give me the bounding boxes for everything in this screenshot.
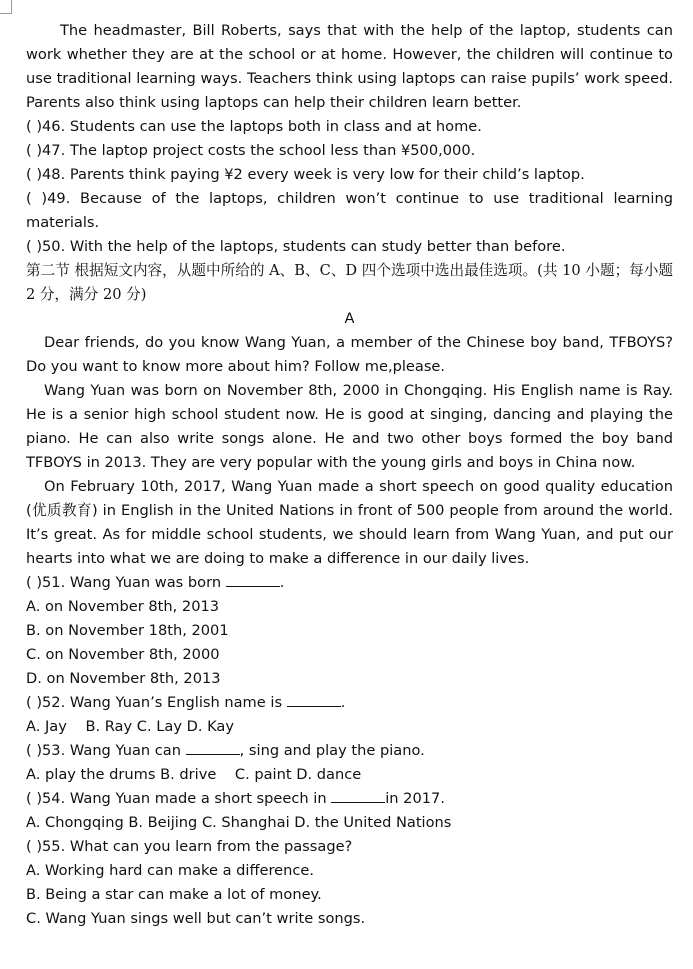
question-51-stem: ( )51. Wang Yuan was born [26,574,226,591]
tf-question-49: ( )49. Because of the laptops, children won’t continue to use traditional learning materials. [26,190,673,231]
passage-paragraph-1: Dear friends, do you know Wang Yuan, a member of the Chinese boy band, TFBOYS? Do you want to know more about him? Follow me,please. [26,334,673,375]
question-51 [26,571,673,595]
tf-question-47: ( )47. The laptop project costs the school less than ¥500,000. [26,142,476,159]
q51-option-d: D. on November 8th, 2013 [26,670,221,687]
document-page [26,19,673,931]
answer-blank [186,740,240,755]
q51-option-c: C. on November 8th, 2000 [26,646,220,663]
tf-question-46: ( )46. Students can use the laptops both in class and at home. [26,118,482,135]
answer-blank [287,692,341,707]
section-heading: 第二节 根据短文内容，从题中所给的 A、B、C、D 四个选项中选出最佳选项。(共 10 小题；每小题 2 分，满分 20 分) [26,262,673,303]
q53-options: A. play the drums B. drive C. paint D. dance [26,766,362,783]
passage-paragraph-2: Wang Yuan was born on November 8th, 2000 in Chongqing. His English name is Ray. He is a senior high school student now. He is good at singing, dancing and playing the piano. He can also write songs alone. He and two other boys formed the boy band TFBOYS in 2013. They are very popular with the young girls and boys in China now. [26,382,673,471]
q51-option-a: A. on November 8th, 2013 [26,598,220,615]
q55-option-a: A. Working hard can make a difference. [26,862,315,879]
question-54 [26,787,673,811]
question-52-stem-end: . [340,694,346,711]
answer-blank [226,572,280,587]
question-52 [26,691,673,715]
q54-options: A. Chongqing B. Beijing C. Shanghai D. the United Nations [26,814,452,831]
question-53 [26,739,673,763]
question-53-stem-end: , sing and play the piano. [239,742,425,759]
question-54-stem-end: in 2017. [385,790,445,807]
question-51-stem-end: . [279,574,285,591]
q55-option-b: B. Being a star can make a lot of money. [26,886,322,903]
q55-option-c: C. Wang Yuan sings well but can’t write songs. [26,910,366,927]
answer-blank [331,788,385,803]
question-52-stem: ( )52. Wang Yuan’s English name is [26,694,287,711]
q52-options: A. Jay B. Ray C. Lay D. Kay [26,718,234,735]
question-55: ( )55. What can you learn from the passage? [26,838,353,855]
tf-question-48: ( )48. Parents think paying ¥2 every week is very low for their child’s laptop. [26,166,585,183]
tf-question-50: ( )50. With the help of the laptops, students can study better than before. [26,238,566,255]
passage-paragraph-3: On February 10th, 2017, Wang Yuan made a short speech on good quality education (优质教育) in English in the United Nations in front of 500 people from around the world. It’s great. As for middle school students, we should learn from Wang Yuan, and put our hearts into what we are doing to make a difference in our daily lives. [26,478,673,567]
page-corner-mark [0,0,12,14]
question-54-stem: ( )54. Wang Yuan made a short speech in [26,790,332,807]
question-53-stem: ( )53. Wang Yuan can [26,742,186,759]
q51-option-b: B. on November 18th, 2001 [26,622,229,639]
passage-intro-paragraph: The headmaster, Bill Roberts, says that with the help of the laptop, students can work whether they are at the school or at home. However, the children will continue to use traditional learning ways. Teachers think using laptops can raise pupils’ work speed. Parents also think using laptops can help their children learn better. [26,22,673,111]
passage-letter: A [344,310,355,327]
